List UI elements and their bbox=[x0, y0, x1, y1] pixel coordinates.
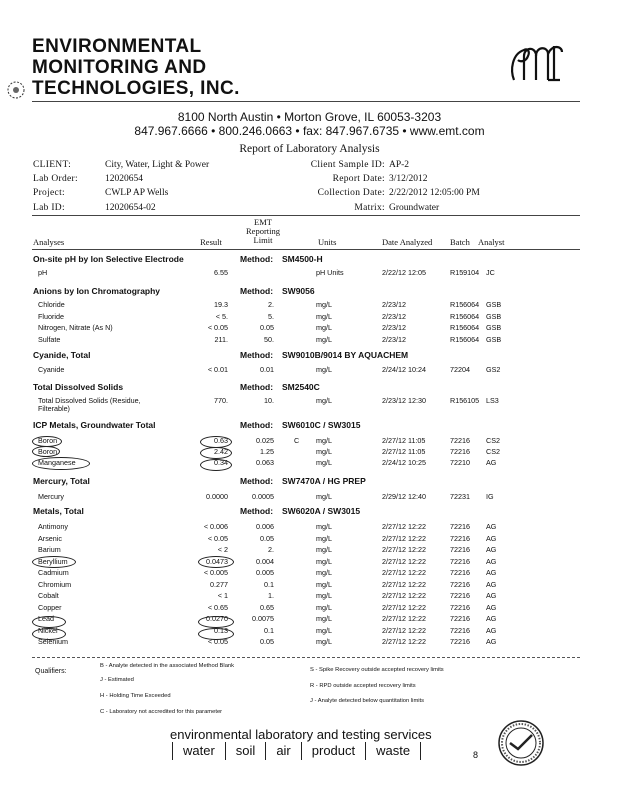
cell-batch: 72216 bbox=[450, 614, 470, 623]
cell-units: mg/L bbox=[316, 579, 332, 589]
cell-batch: 72216 bbox=[450, 602, 470, 612]
method-value: SW6010C / SW3015 bbox=[282, 420, 361, 430]
cell-date: 2/23/12 bbox=[382, 311, 406, 321]
annotation-circle bbox=[198, 556, 234, 568]
method-label: Method: bbox=[240, 506, 274, 516]
cell-date: 2/27/12 11:05 bbox=[382, 436, 426, 445]
client-sample-id-value: AP-2 bbox=[389, 160, 410, 170]
analyte-name: Barium bbox=[38, 545, 61, 554]
annotation-circle bbox=[32, 616, 66, 628]
analyte-name: Cyanide bbox=[38, 365, 65, 374]
table-end-divider bbox=[32, 657, 580, 658]
cell-rl: 0.05 bbox=[260, 533, 274, 543]
cell-date: 2/27/12 12:22 bbox=[382, 545, 426, 554]
company-name bbox=[32, 36, 292, 99]
cell-units: mg/L bbox=[316, 323, 332, 332]
cell-date: 2/23/12 12:30 bbox=[382, 396, 426, 405]
col-analyst: Analyst bbox=[478, 237, 505, 247]
cell-result: 0.277 bbox=[210, 579, 228, 589]
cell-units: mg/L bbox=[316, 300, 332, 309]
project-label: Project: bbox=[33, 188, 65, 198]
cell-rl: 0.025 bbox=[256, 436, 274, 445]
cell-result: 6.55 bbox=[214, 268, 228, 277]
cell-analyst: AG bbox=[486, 533, 497, 543]
annotation-circle bbox=[32, 556, 76, 568]
cell-analyst: GSB bbox=[486, 300, 502, 309]
cell-result: < 0.05 bbox=[207, 637, 228, 646]
cell-result: < 0.05 bbox=[207, 533, 228, 543]
cell-rl: 0.005 bbox=[256, 568, 274, 577]
collection-date-label: Collection Date: bbox=[317, 188, 385, 198]
cell-rl: 2. bbox=[268, 545, 274, 554]
company-address: 8100 North Austin • Morton Grove, IL 60053-3203 bbox=[177, 110, 442, 124]
page-number: 8 bbox=[473, 750, 479, 760]
client-label: CLIENT: bbox=[33, 160, 72, 170]
analyte-name: Cadmium bbox=[38, 568, 69, 577]
qualifier-c: C - Laboratory not accredited for this parameter bbox=[100, 709, 223, 715]
cell-analyst: AG bbox=[486, 614, 497, 623]
method-label: Method: bbox=[240, 254, 274, 264]
cell-rl: 0.006 bbox=[256, 522, 274, 531]
cell-analyst: GS2 bbox=[486, 365, 501, 374]
analyte-name: Cobalt bbox=[38, 591, 59, 600]
cell-result: < 0.65 bbox=[207, 602, 228, 612]
cell-result: < 0.005 bbox=[203, 568, 228, 577]
cell-result: < 1 bbox=[217, 591, 228, 600]
cell-rl: 0.004 bbox=[256, 556, 274, 566]
collection-date-value: 2/22/2012 12:05:00 PM bbox=[389, 188, 480, 198]
cell-rl: 0.01 bbox=[260, 365, 274, 374]
cell-rl: 1.25 bbox=[260, 447, 274, 457]
cell-date: 2/27/12 12:22 bbox=[382, 579, 426, 589]
cell-units: mg/L bbox=[316, 492, 332, 501]
analyte-name: Arsenic bbox=[38, 533, 62, 543]
cell-analyst: JC bbox=[486, 268, 495, 277]
analyte-name: Selenium bbox=[38, 637, 68, 646]
annotation-circle bbox=[198, 628, 234, 640]
method-label: Method: bbox=[240, 286, 274, 296]
analyte-name-cont: Filterable) bbox=[38, 404, 70, 413]
col-result: Result bbox=[200, 237, 222, 247]
analyte-name: Nickel bbox=[38, 625, 58, 635]
qualifier-j-estimated: J - Estimated bbox=[100, 677, 134, 683]
cell-rl: 0.0075 bbox=[252, 614, 274, 623]
category-air: air bbox=[266, 742, 301, 760]
method-label: Method: bbox=[240, 350, 274, 360]
cell-date: 2/27/12 12:22 bbox=[382, 637, 426, 646]
matrix-label: Matrix: bbox=[354, 203, 385, 213]
cell-date: 2/27/12 12:22 bbox=[382, 522, 426, 531]
section-title: Anions by Ion Chromatography bbox=[33, 286, 161, 296]
cell-rl: 1. bbox=[268, 591, 274, 600]
section-title: On-site pH by Ion Selective Electrode bbox=[33, 254, 184, 264]
section-title: Cyanide, Total bbox=[33, 350, 91, 360]
cell-batch: 72216 bbox=[450, 545, 470, 554]
cell-date: 2/27/12 12:22 bbox=[382, 625, 426, 635]
cell-result: 0.0473 bbox=[206, 556, 228, 566]
cell-units: mg/L bbox=[316, 311, 332, 321]
cell-result: 2.42 bbox=[214, 447, 228, 457]
lab-order-label: Lab Order: bbox=[33, 174, 78, 184]
analyte-name: Chromium bbox=[38, 579, 72, 589]
cell-batch: 72231 bbox=[450, 492, 470, 501]
cell-date: 2/27/12 12:22 bbox=[382, 614, 426, 623]
analyte-name: Antimony bbox=[38, 522, 68, 531]
cell-date: 2/23/12 bbox=[382, 300, 406, 309]
cell-batch: 72210 bbox=[450, 458, 470, 468]
method-value: SW7470A / HG PREP bbox=[282, 476, 366, 486]
cell-batch: R156064 bbox=[450, 300, 480, 309]
analyte-name: Beryllium bbox=[38, 556, 68, 566]
cell-analyst: CS2 bbox=[486, 447, 500, 457]
cell-batch: R156064 bbox=[450, 311, 480, 321]
cell-units: mg/L bbox=[316, 625, 332, 635]
category-product: product bbox=[302, 742, 366, 760]
cell-result: < 5. bbox=[215, 311, 228, 321]
cell-analyst: AG bbox=[486, 625, 497, 635]
cell-result: 0.34 bbox=[214, 458, 228, 468]
qualifier-r: R - RPD outside accepted recovery limits bbox=[310, 683, 416, 689]
cell-result: 0.0270 bbox=[206, 614, 228, 623]
cell-rl: 2. bbox=[268, 300, 274, 309]
cell-rl: 10. bbox=[264, 396, 274, 405]
cell-analyst: AG bbox=[486, 545, 497, 554]
cell-date: 2/24/12 10:24 bbox=[382, 365, 426, 374]
cell-analyst: CS2 bbox=[486, 436, 500, 445]
report-date-value: 3/12/2012 bbox=[389, 174, 428, 184]
cell-units: mg/L bbox=[316, 522, 332, 531]
cell-result: < 0.05 bbox=[207, 323, 228, 332]
cell-analyst: AG bbox=[486, 568, 497, 577]
qualifier-h: H - Holding Time Exceeded bbox=[100, 693, 171, 699]
qualifier-b: B - Analyte detected in the associated Method Blank bbox=[100, 663, 235, 669]
col-analyses: Analyses bbox=[33, 237, 65, 247]
analyte-name: Total Dissolved Solids (Residue, bbox=[38, 396, 141, 405]
analyte-name: Lead bbox=[38, 614, 54, 623]
cell-date: 2/27/12 12:22 bbox=[382, 533, 426, 543]
method-value: SW9056 bbox=[282, 286, 315, 296]
footer-categories bbox=[172, 742, 421, 760]
cell-analyst: AG bbox=[486, 591, 497, 600]
cell-analyst: LS3 bbox=[486, 396, 499, 405]
annotation-circle bbox=[200, 447, 232, 459]
cell-analyst: AG bbox=[486, 556, 497, 566]
meta-divider bbox=[32, 215, 580, 216]
cell-result: 0.63 bbox=[214, 436, 228, 445]
cell-batch: 72216 bbox=[450, 533, 470, 543]
cell-date: 2/24/12 10:25 bbox=[382, 458, 426, 468]
cell-units: pH Units bbox=[316, 268, 344, 277]
cell-batch: 72216 bbox=[450, 637, 470, 646]
section-title: Total Dissolved Solids bbox=[33, 382, 124, 392]
section-title: ICP Metals, Groundwater Total bbox=[33, 420, 156, 430]
annotation-circle bbox=[198, 616, 234, 628]
cell-date: 2/29/12 12:40 bbox=[382, 492, 426, 501]
client-value: City, Water, Light & Power bbox=[105, 160, 210, 170]
cell-result: < 0.01 bbox=[207, 365, 228, 374]
cell-rl: 0.0005 bbox=[252, 492, 274, 501]
method-value: SM2540C bbox=[282, 382, 320, 392]
cell-rl: 0.063 bbox=[256, 458, 274, 468]
company-name-line-2: MONITORING AND bbox=[32, 57, 207, 78]
method-label: Method: bbox=[240, 420, 274, 430]
report-title: Report of Laboratory Analysis bbox=[239, 143, 380, 155]
column-header-divider bbox=[32, 249, 580, 250]
cell-rl: 0.05 bbox=[260, 323, 274, 332]
accreditation-seal-icon bbox=[496, 718, 546, 768]
cell-units: mg/L bbox=[316, 334, 332, 344]
cell-analyst: AG bbox=[486, 522, 497, 531]
binder-hole-stamp-icon bbox=[6, 80, 26, 100]
method-label: Method: bbox=[240, 382, 274, 392]
cell-batch: R156064 bbox=[450, 334, 480, 344]
cell-units: mg/L bbox=[316, 545, 332, 554]
cell-analyst: GSB bbox=[486, 311, 502, 321]
cell-units: mg/L bbox=[316, 591, 332, 600]
cell-batch: 72216 bbox=[450, 625, 470, 635]
method-value: SW9010B/9014 BY AQUACHEM bbox=[282, 350, 409, 360]
method-label: Method: bbox=[240, 476, 274, 486]
cell-result: 19.3 bbox=[214, 300, 228, 309]
cell-batch: 72216 bbox=[450, 447, 470, 457]
analyte-name: Boron bbox=[38, 436, 58, 445]
analyte-name: Chloride bbox=[38, 300, 65, 309]
cell-batch: 72216 bbox=[450, 522, 470, 531]
matrix-value: Groundwater bbox=[389, 203, 440, 213]
category-soil: soil bbox=[226, 742, 267, 760]
cell-units: mg/L bbox=[316, 447, 332, 457]
analyte-name: Fluoride bbox=[38, 311, 64, 321]
cell-batch: R156064 bbox=[450, 323, 480, 332]
lab-id-label: Lab ID: bbox=[33, 203, 65, 213]
cell-result: < 2 bbox=[217, 545, 228, 554]
annotation-circle bbox=[32, 446, 60, 457]
cell-result: < 0.006 bbox=[203, 522, 228, 531]
cell-units: mg/L bbox=[316, 365, 332, 374]
cell-analyst: IG bbox=[486, 492, 494, 501]
cell-rl: 0.65 bbox=[260, 602, 274, 612]
cell-date: 2/23/12 bbox=[382, 323, 406, 332]
cell-units: mg/L bbox=[316, 533, 332, 543]
annotation-circle bbox=[200, 459, 232, 471]
col-batch: Batch bbox=[450, 237, 470, 247]
cell-analyst: GSB bbox=[486, 323, 502, 332]
analyte-name: pH bbox=[38, 268, 48, 277]
col-reporting-limit: EMT Reporting Limit bbox=[246, 217, 280, 245]
cell-batch: 72216 bbox=[450, 591, 470, 600]
cell-result: 211. bbox=[214, 334, 228, 344]
cell-q: C bbox=[294, 436, 300, 445]
cell-date: 2/23/12 bbox=[382, 334, 406, 344]
project-value: CWLP AP Wells bbox=[105, 188, 169, 198]
cell-units: mg/L bbox=[316, 614, 332, 623]
cell-batch: 72216 bbox=[450, 436, 470, 445]
analyte-name: Copper bbox=[38, 602, 62, 612]
method-value: SM4500-H bbox=[282, 254, 323, 264]
company-contact: 847.967.6666 • 800.246.0663 • fax: 847.967.6735 • www.emt.com bbox=[134, 124, 485, 138]
header-divider bbox=[32, 101, 580, 102]
cell-units: mg/L bbox=[316, 436, 332, 445]
lab-id-value: 12020654-02 bbox=[105, 203, 156, 213]
cell-analyst: GSB bbox=[486, 334, 502, 344]
cell-date: 2/27/12 11:05 bbox=[382, 447, 426, 457]
footer-title: environmental laboratory and testing services bbox=[170, 727, 432, 742]
cell-date: 2/27/12 12:22 bbox=[382, 591, 426, 600]
cell-units: mg/L bbox=[316, 568, 332, 577]
cell-units: mg/L bbox=[316, 396, 332, 405]
analyte-name: Mercury bbox=[38, 492, 64, 501]
cell-rl: 0.05 bbox=[260, 637, 274, 646]
cell-batch: R156105 bbox=[450, 396, 480, 405]
cell-batch: 72216 bbox=[450, 568, 470, 577]
col-date-analyzed: Date Analyzed bbox=[382, 237, 433, 247]
cell-analyst: AG bbox=[486, 458, 497, 468]
analyte-name: Boron bbox=[38, 447, 58, 457]
cell-units: mg/L bbox=[316, 458, 332, 468]
section-title: Metals, Total bbox=[33, 506, 84, 516]
cell-date: 2/22/12 12:05 bbox=[382, 268, 426, 277]
analyte-name: Nitrogen, Nitrate (As N) bbox=[38, 323, 113, 332]
cell-rl: 0.1 bbox=[264, 579, 274, 589]
client-sample-id-label: Client Sample ID: bbox=[310, 160, 385, 170]
qualifier-s: S - Spike Recovery outside accepted recovery limits bbox=[310, 667, 444, 673]
emt-logo-icon bbox=[508, 40, 568, 90]
cell-batch: 72204 bbox=[450, 365, 470, 374]
cell-result: 0.13 bbox=[214, 625, 228, 635]
qualifiers-label: Qualifiers: bbox=[35, 668, 67, 675]
section-title: Mercury, Total bbox=[33, 476, 90, 486]
cell-analyst: AG bbox=[486, 602, 497, 612]
cell-rl: 0.1 bbox=[264, 625, 274, 635]
cell-units: mg/L bbox=[316, 556, 332, 566]
method-value: SW6020A / SW3015 bbox=[282, 506, 361, 516]
cell-result: 770. bbox=[214, 396, 228, 405]
annotation-circle bbox=[32, 625, 66, 640]
cell-analyst: AG bbox=[486, 579, 497, 589]
cell-date: 2/27/12 12:22 bbox=[382, 602, 426, 612]
cell-units: mg/L bbox=[316, 602, 332, 612]
report-date-label: Report Date: bbox=[332, 174, 385, 184]
cell-date: 2/27/12 12:22 bbox=[382, 556, 426, 566]
company-name-line-3: TECHNOLOGIES, INC. bbox=[32, 78, 240, 99]
company-name-line-1: ENVIRONMENTAL bbox=[32, 36, 202, 57]
lab-order-value: 12020654 bbox=[105, 174, 143, 184]
analyte-name: Sulfate bbox=[38, 334, 61, 344]
cell-batch: R159104 bbox=[450, 268, 480, 277]
annotation-circle bbox=[32, 457, 90, 470]
cell-date: 2/27/12 12:22 bbox=[382, 568, 426, 577]
cell-batch: 72216 bbox=[450, 579, 470, 589]
qualifier-j-below: J - Analyte detected below quantitation limits bbox=[310, 698, 425, 704]
category-waste: waste bbox=[366, 742, 421, 760]
analyte-name: Manganese bbox=[38, 458, 76, 468]
cell-batch: 72216 bbox=[450, 556, 470, 566]
cell-rl: 50. bbox=[264, 334, 274, 344]
cell-rl: 5. bbox=[268, 311, 274, 321]
cell-units: mg/L bbox=[316, 637, 332, 646]
col-units: Units bbox=[318, 237, 337, 247]
category-water: water bbox=[173, 742, 226, 760]
cell-result: 0.0000 bbox=[206, 492, 228, 501]
cell-analyst: AG bbox=[486, 637, 497, 646]
